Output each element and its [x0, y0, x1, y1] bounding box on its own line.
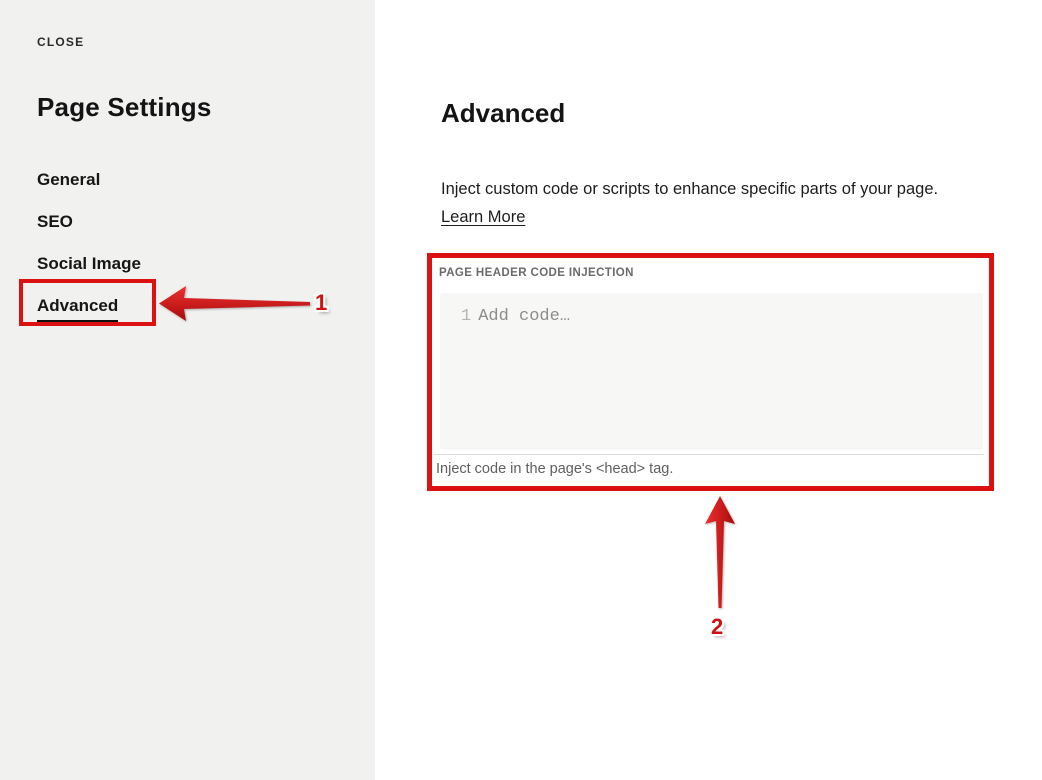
sidebar-item-seo-label[interactable]: SEO [37, 212, 73, 231]
code-field-label: PAGE HEADER CODE INJECTION [439, 267, 634, 279]
page-header-code-injection-field [427, 253, 994, 491]
description-text: Inject custom code or scripts to enhance specific parts of your page. [441, 180, 939, 198]
sidebar-item-general-label[interactable]: General [37, 170, 101, 189]
annotation-number-2: 2 [711, 614, 724, 639]
sidebar-item-social-image-label[interactable]: Social Image [37, 254, 141, 273]
code-editor-placeholder: Add code… [478, 307, 571, 326]
section-heading: Advanced [441, 98, 566, 128]
sidebar-item-advanced[interactable] [37, 296, 141, 322]
close-button[interactable]: CLOSE [37, 35, 85, 49]
sidebar-item-social-image[interactable] [37, 254, 141, 275]
settings-nav [37, 170, 141, 343]
annotation-number-1: 1 [315, 290, 328, 315]
page-title: Page Settings [37, 92, 212, 122]
section-description [441, 175, 946, 231]
settings-sidebar [0, 0, 375, 780]
sidebar-item-advanced-label[interactable]: Advanced [37, 296, 118, 322]
sidebar-item-general[interactable] [37, 170, 141, 191]
code-field-help-text: Inject code in the page's <head> tag. [433, 454, 984, 477]
code-editor-line [461, 306, 983, 328]
learn-more-link[interactable]: Learn More [441, 208, 526, 226]
line-number: 1 [461, 307, 472, 326]
code-editor-input[interactable] [440, 293, 983, 450]
annotation-arrow-step2 [702, 494, 738, 612]
sidebar-item-seo[interactable] [37, 212, 141, 233]
